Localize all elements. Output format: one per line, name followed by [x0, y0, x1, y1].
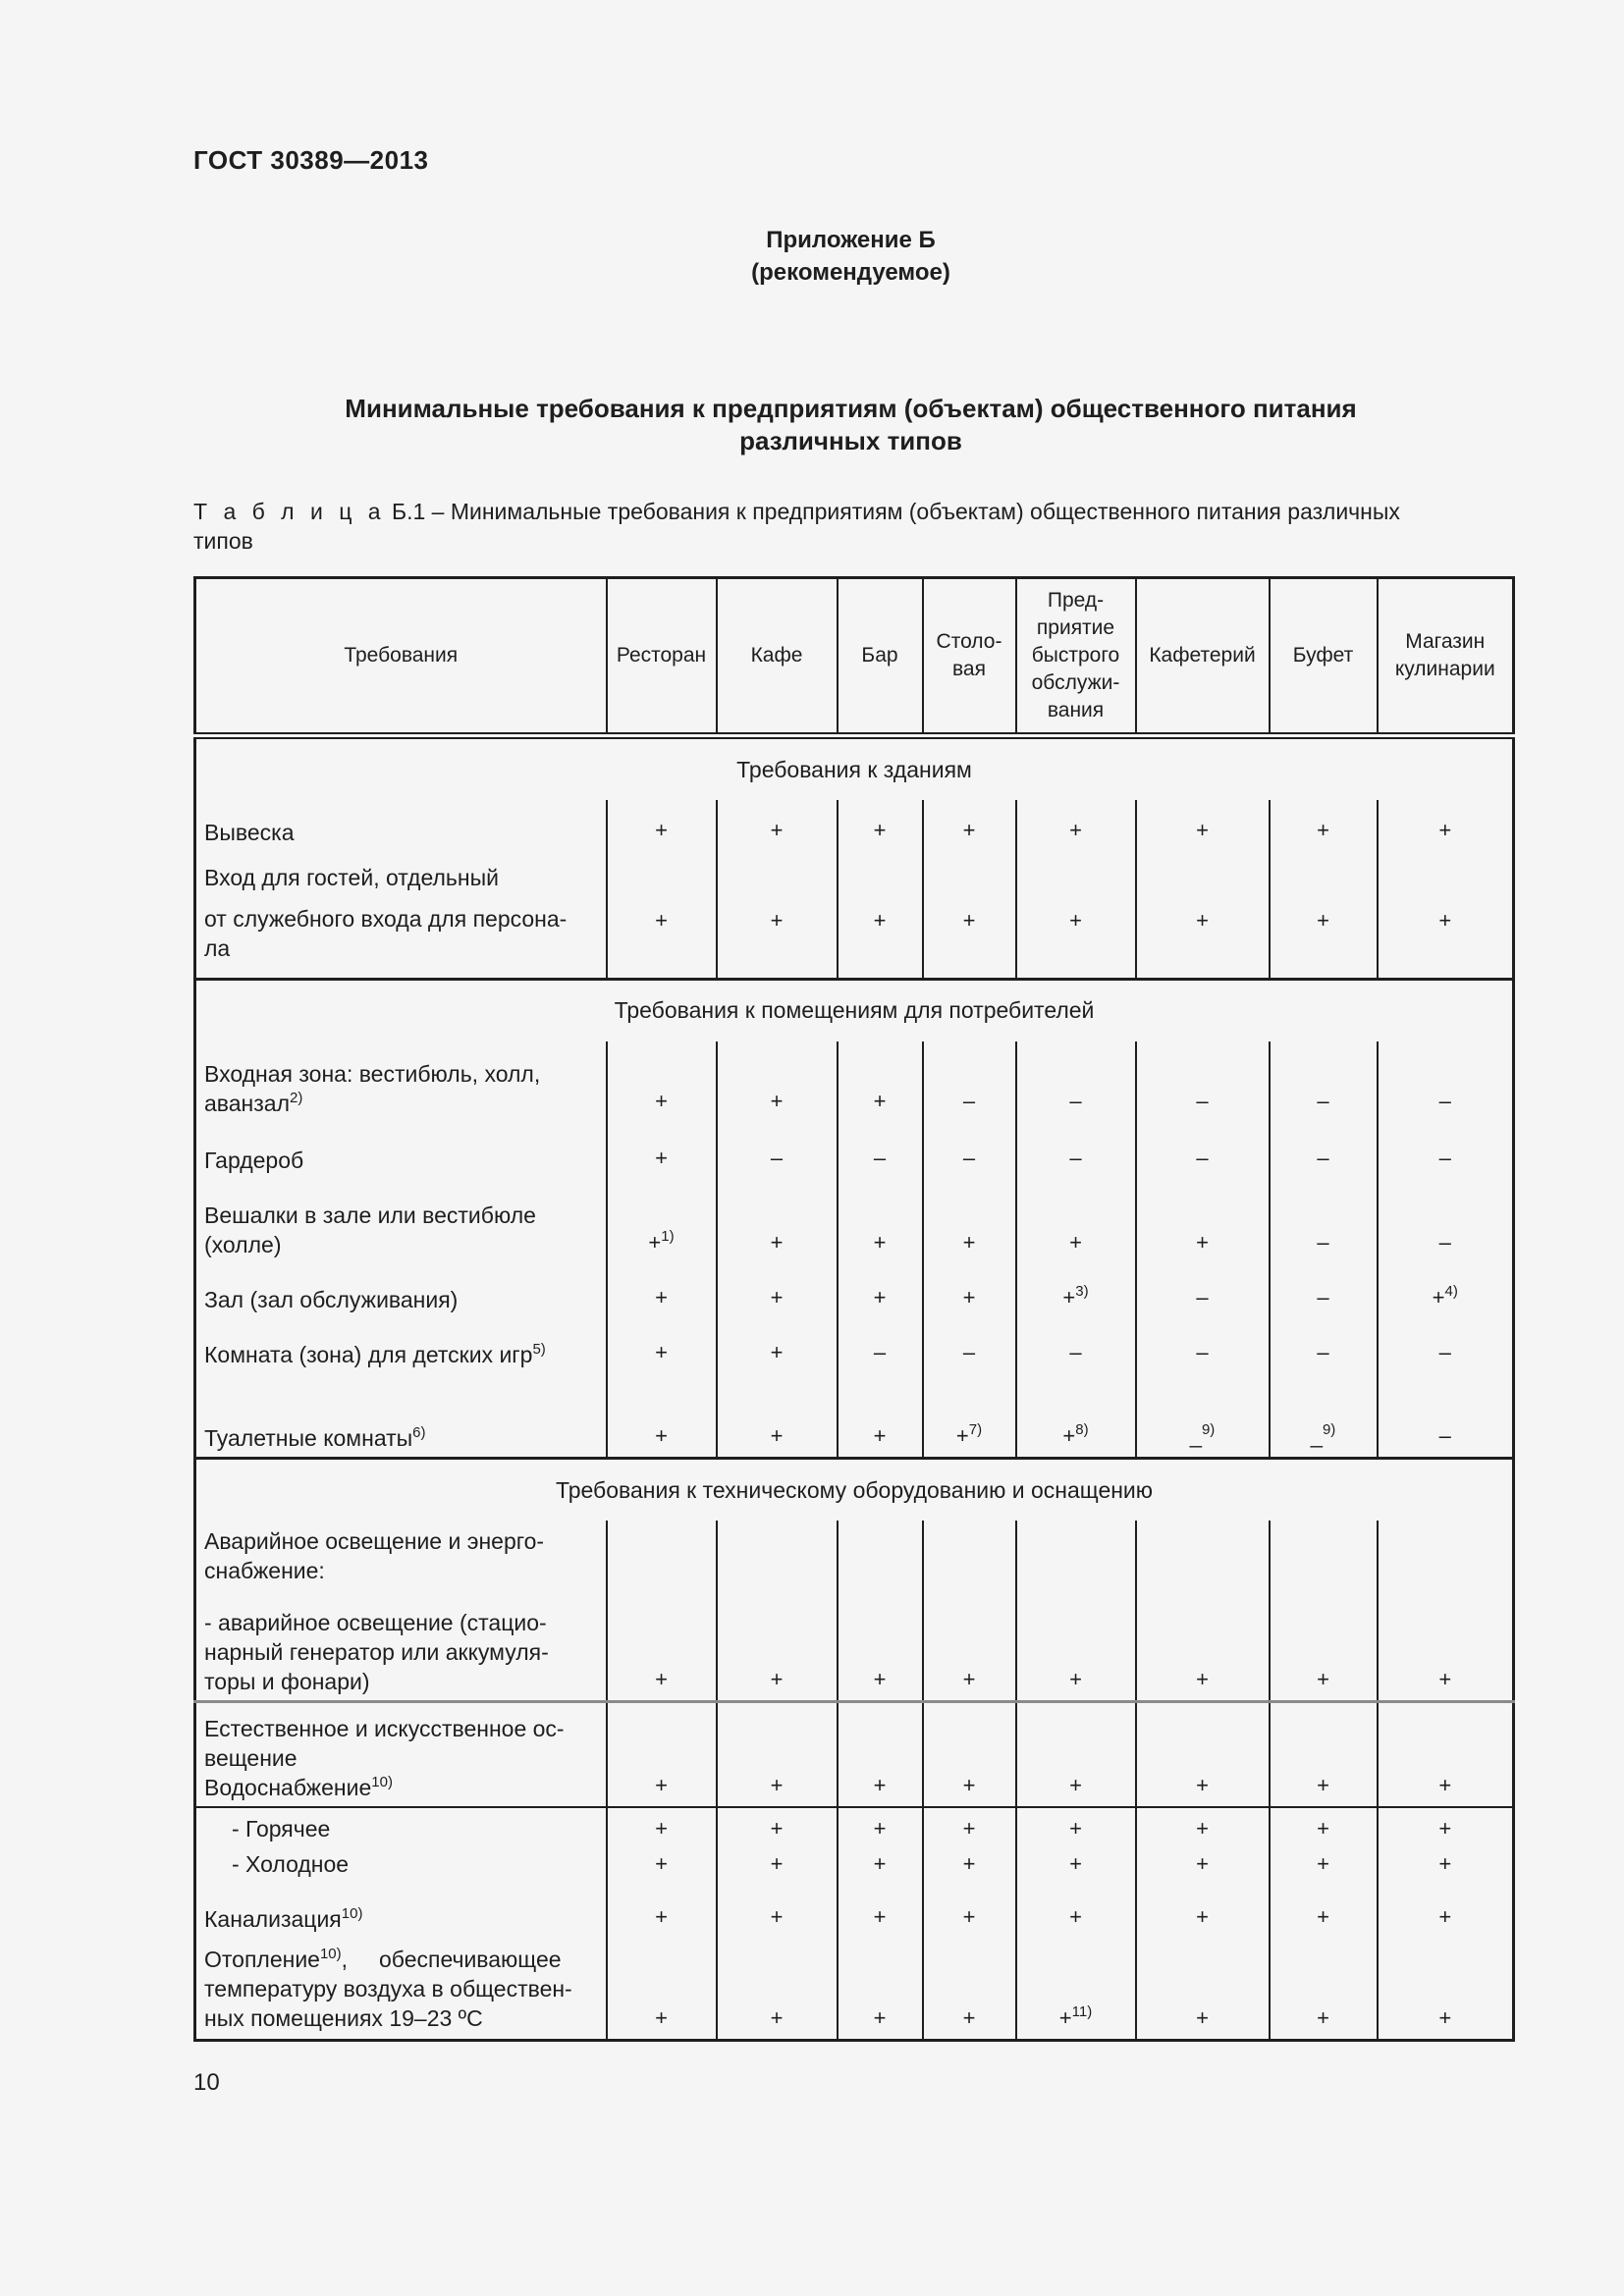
section-row-premises	[195, 979, 1514, 1041]
mark-cafeteria: +	[1136, 1885, 1270, 1938]
mark-canteen: +	[923, 896, 1016, 979]
table-row	[195, 851, 1514, 896]
requirement-label: Комната (зона) для детских игр$^{5)}$	[195, 1318, 607, 1373]
mark-canteen: +	[923, 1263, 1016, 1318]
mark-cafeteria: _$^{9)}$	[1136, 1373, 1270, 1459]
mark-cafeteria: +	[1136, 1179, 1270, 1263]
mark-bar: +	[838, 1807, 923, 1849]
mark-cafeteria: +	[1136, 800, 1270, 851]
col-restaurant: Ресторан	[607, 578, 717, 736]
section-title-line-1: Минимальные требования к предприятиям (объектам) общественного питания	[345, 394, 1357, 423]
table-row	[195, 1041, 1514, 1122]
mark-restaurant: +$^{1)}$	[607, 1179, 717, 1263]
mark-bar: +	[838, 1373, 923, 1459]
mark-cafe: +	[717, 1595, 838, 1701]
section-row-equipment	[195, 1459, 1514, 1522]
mark-cafe: +	[717, 1263, 838, 1318]
requirement-label: Туалетные комнаты$^{6)}$	[195, 1373, 607, 1459]
mark-bar: –	[838, 1122, 923, 1179]
mark-canteen: +	[923, 1938, 1016, 2040]
mark-cafeteria: +	[1136, 1701, 1270, 1807]
mark-buffet: –	[1270, 1318, 1378, 1373]
table-row	[195, 1318, 1514, 1373]
requirement-label: Аварийное освещение и энерго- снабжение:	[195, 1521, 607, 1595]
mark-restaurant: +	[607, 1595, 717, 1701]
mark-culinary-shop: +	[1378, 1938, 1514, 2040]
table-row	[195, 1122, 1514, 1179]
appendix-status: (рекомендуемое)	[751, 259, 950, 286]
table-row	[195, 1885, 1514, 1938]
mark-culinary-shop: +	[1378, 1595, 1514, 1701]
appendix-title: Приложение Б	[766, 227, 936, 253]
mark-canteen: +	[923, 1807, 1016, 1849]
mark-cafe: +	[717, 1938, 838, 2040]
col-canteen: Столо- вая	[923, 578, 1016, 736]
mark-buffet: +	[1270, 800, 1378, 851]
mark-restaurant: +	[607, 1122, 717, 1179]
requirement-label: Входная зона: вестибюль, холл, аванзал$^{2)}$	[195, 1041, 607, 1122]
mark-cafe: +	[717, 1885, 838, 1938]
mark-cafe: +	[717, 1373, 838, 1459]
mark-fastfood: +	[1016, 800, 1136, 851]
mark-buffet: +	[1270, 896, 1378, 979]
mark-canteen: +	[923, 1701, 1016, 1807]
mark-bar: +	[838, 1849, 923, 1885]
mark-restaurant: +	[607, 1938, 717, 2040]
table-caption-continuation: типов	[193, 528, 253, 554]
mark-bar: +	[838, 896, 923, 979]
mark-buffet: +	[1270, 1849, 1378, 1885]
mark-fastfood: +	[1016, 1807, 1136, 1849]
mark-fastfood: +$^{3)}$	[1016, 1263, 1136, 1318]
mark-fastfood: +	[1016, 1595, 1136, 1701]
mark-cafe: +	[717, 800, 838, 851]
col-fastfood: Пред- приятие быстрого обслужи- вания	[1016, 578, 1136, 736]
requirement-label: - Холодное	[195, 1849, 607, 1885]
mark-buffet: –	[1270, 1179, 1378, 1263]
mark-bar: +	[838, 1263, 923, 1318]
mark-canteen: +	[923, 800, 1016, 851]
table-row	[195, 1701, 1514, 1807]
section-heading: Требования к техническому оборудованию и оснащению	[195, 1459, 1514, 1522]
table-caption-prefix: Т а б л и ц а	[193, 499, 386, 524]
mark-restaurant: +	[607, 896, 717, 979]
mark-bar: +	[838, 1885, 923, 1938]
mark-cafe: +	[717, 1701, 838, 1807]
section-title	[0, 393, 1624, 457]
mark-buffet: +	[1270, 1807, 1378, 1849]
table-row	[195, 896, 1514, 979]
mark-cafeteria: –	[1136, 1318, 1270, 1373]
mark-buffet: +	[1270, 1595, 1378, 1701]
mark-cafe: +	[717, 1318, 838, 1373]
mark-fastfood: +	[1016, 1701, 1136, 1807]
mark-canteen: +	[923, 1595, 1016, 1701]
section-heading: Требования к зданиям	[195, 736, 1514, 801]
document-code: ГОСТ 30389—2013	[193, 145, 429, 175]
mark-cafeteria: –	[1136, 1122, 1270, 1179]
mark-restaurant: +	[607, 1041, 717, 1122]
col-cafeteria: Кафетерий	[1136, 578, 1270, 736]
mark-restaurant: +	[607, 1885, 717, 1938]
mark-fastfood: –	[1016, 1318, 1136, 1373]
mark-buffet: –	[1270, 1263, 1378, 1318]
requirement-label: - Горячее	[195, 1807, 607, 1849]
mark-canteen: –	[923, 1318, 1016, 1373]
mark-cafeteria: +	[1136, 1807, 1270, 1849]
table-row	[195, 1807, 1514, 1849]
mark-culinary-shop: +	[1378, 1849, 1514, 1885]
mark-buffet: –	[1270, 1122, 1378, 1179]
table-caption	[193, 497, 1470, 556]
table-row	[195, 1263, 1514, 1318]
mark-canteen: +	[923, 1885, 1016, 1938]
mark-culinary-shop: +	[1378, 800, 1514, 851]
table-header-row	[195, 578, 1514, 736]
mark-cafe: +	[717, 1041, 838, 1122]
mark-cafeteria: –	[1136, 1263, 1270, 1318]
mark-canteen: +	[923, 1179, 1016, 1263]
mark-cafe: +	[717, 1179, 838, 1263]
mark-bar: +	[838, 800, 923, 851]
table-row	[195, 1849, 1514, 1885]
table-row	[195, 1179, 1514, 1263]
requirement-label: Вешалки в зале или вестибюле (холле)	[195, 1179, 607, 1263]
mark-bar: –	[838, 1318, 923, 1373]
mark-cafeteria: +	[1136, 896, 1270, 979]
mark-culinary-shop: +	[1378, 1885, 1514, 1938]
mark-fastfood: +	[1016, 1885, 1136, 1938]
mark-fastfood: +	[1016, 896, 1136, 979]
mark-fastfood: –	[1016, 1122, 1136, 1179]
requirement-label: Зал (зал обслуживания)	[195, 1263, 607, 1318]
col-requirements: Требования	[195, 578, 607, 736]
mark-fastfood: +	[1016, 1849, 1136, 1885]
table-row	[195, 800, 1514, 851]
mark-canteen: –	[923, 1122, 1016, 1179]
section-row-buildings	[195, 736, 1514, 801]
mark-buffet: _$^{9)}$	[1270, 1373, 1378, 1459]
requirement-label: от служебного входа для персона- ла	[195, 896, 607, 979]
mark-cafe: +	[717, 1807, 838, 1849]
page-number: 10	[193, 2069, 220, 2096]
mark-culinary-shop: –	[1378, 1318, 1514, 1373]
mark-fastfood: +	[1016, 1179, 1136, 1263]
requirement-label: Гардероб	[195, 1122, 607, 1179]
mark-culinary-shop: –	[1378, 1373, 1514, 1459]
mark-fastfood: –	[1016, 1041, 1136, 1122]
mark-bar: +	[838, 1041, 923, 1122]
table-row	[195, 1373, 1514, 1459]
table-row	[195, 1521, 1514, 1595]
mark-buffet: –	[1270, 1041, 1378, 1122]
mark-bar: +	[838, 1701, 923, 1807]
mark-bar: +	[838, 1179, 923, 1263]
section-title-line-2: различных типов	[739, 426, 962, 455]
requirements-table	[193, 576, 1515, 2042]
requirement-label: - аварийное освещение (стацио- нарный генератор или аккумуля- торы и фонари)	[195, 1595, 607, 1701]
requirement-label: Вход для гостей, отдельный	[195, 851, 607, 896]
mark-restaurant: +	[607, 1318, 717, 1373]
mark-restaurant: +	[607, 1807, 717, 1849]
mark-restaurant: +	[607, 1373, 717, 1459]
mark-bar: +	[838, 1938, 923, 2040]
mark-culinary-shop: –	[1378, 1179, 1514, 1263]
col-buffet: Буфет	[1270, 578, 1378, 736]
col-bar: Бар	[838, 578, 923, 736]
mark-fastfood: +$^{11)}$	[1016, 1938, 1136, 2040]
mark-culinary-shop: +	[1378, 896, 1514, 979]
mark-buffet: +	[1270, 1938, 1378, 2040]
table-caption-text: Б.1 – Минимальные требования к предприятиям (объектам) общественного питания различных	[391, 499, 1400, 524]
mark-cafe: +	[717, 1849, 838, 1885]
mark-fastfood: +$^{8)}$	[1016, 1373, 1136, 1459]
mark-restaurant: +	[607, 1849, 717, 1885]
mark-culinary-shop: +$^{4)}$	[1378, 1263, 1514, 1318]
mark-buffet: +	[1270, 1701, 1378, 1807]
table-row	[195, 1595, 1514, 1701]
mark-cafe: –	[717, 1122, 838, 1179]
mark-cafeteria: +	[1136, 1938, 1270, 2040]
mark-canteen: +$^{7)}$	[923, 1373, 1016, 1459]
mark-culinary-shop: +	[1378, 1807, 1514, 1849]
mark-restaurant: +	[607, 800, 717, 851]
col-culinary-shop: Магазин кулинарии	[1378, 578, 1514, 736]
requirement-label: Вывеска	[195, 800, 607, 851]
requirement-label: Естественное и искусственное ос- вещение Водоснабжение$^{10)}$	[195, 1701, 607, 1807]
mark-bar: +	[838, 1595, 923, 1701]
mark-cafe: +	[717, 896, 838, 979]
mark-culinary-shop: –	[1378, 1041, 1514, 1122]
appendix-heading	[0, 224, 1624, 289]
section-heading: Требования к помещениям для потребителей	[195, 979, 1514, 1041]
mark-culinary-shop: +	[1378, 1701, 1514, 1807]
mark-canteen: –	[923, 1041, 1016, 1122]
mark-cafeteria: –	[1136, 1041, 1270, 1122]
table-row	[195, 1938, 1514, 2040]
mark-canteen: +	[923, 1849, 1016, 1885]
mark-cafeteria: +	[1136, 1849, 1270, 1885]
mark-buffet: +	[1270, 1885, 1378, 1938]
col-cafe: Кафе	[717, 578, 838, 736]
mark-cafeteria: +	[1136, 1595, 1270, 1701]
mark-restaurant: +	[607, 1701, 717, 1807]
mark-culinary-shop: –	[1378, 1122, 1514, 1179]
requirement-label: Канализация$^{10)}$	[195, 1885, 607, 1938]
mark-restaurant: +	[607, 1263, 717, 1318]
requirement-label: Отопление$^{10)}$, обеспечивающее температуру воздуха в обществен- ных помещениях 19–23 ºС	[195, 1938, 607, 2040]
